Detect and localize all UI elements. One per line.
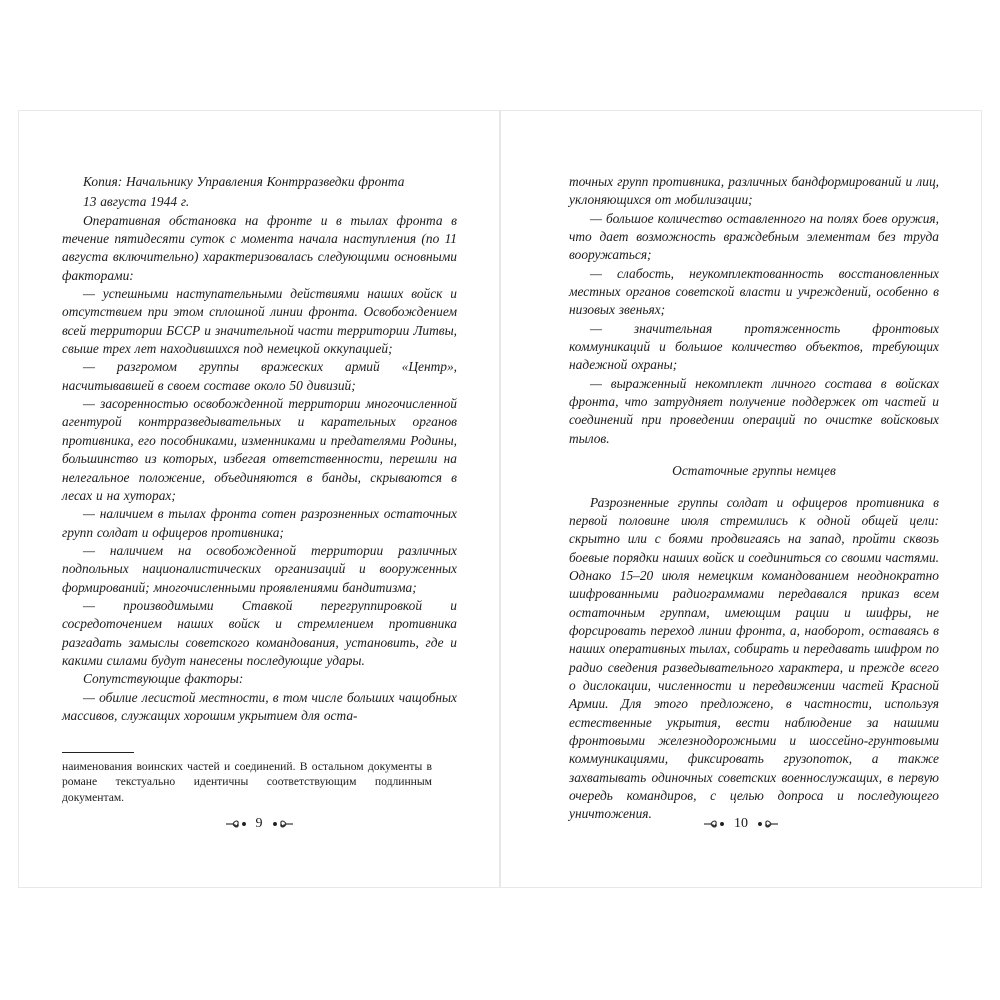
fleuron-ornament-icon [224, 818, 248, 830]
right-page-text [569, 173, 939, 824]
paragraph: Сопутствующие факторы: [83, 671, 244, 687]
page-number: 9 [255, 816, 263, 831]
paragraph: — засоренностью освобожденной территории многочисленной агентурой контрразведывательных и карательных органов противника, его пособниками, изменниками и предателями Родины, большинство из которых, избегая ответственности, перешли на нелегальное положение, объединяются в банды, скрываются в лесах и на хуторах; [62, 396, 457, 503]
document-heading: Копия: Начальнику Управления Контрразведки фронта [83, 174, 405, 189]
paragraph: — разгромом группы вражеских армий «Центр», насчитывавшей в своем составе около 50 дивизий; [62, 359, 457, 393]
paragraph-continued: точных групп противника, различных бандформирований и лиц, уклоняющихся от мобилизации; [569, 174, 939, 208]
section-heading: Остаточные группы немцев [672, 463, 836, 479]
paragraph: — успешными наступательными действиями наших войск и отсутствием при этом сплошной линии фронта. Освобождением всей территории БССР и значительной части территории Литвы, свыше трех лет находившихся под немецкой оккупацией; [62, 286, 457, 357]
paragraph: — наличием на освобожденной территории различных подпольных националистических организаций и вооруженных формирований; многочисленными проявлениями бандитизма; [62, 542, 457, 595]
left-page [18, 110, 500, 888]
paragraph: — производимыми Ставкой перегруппировкой и сосредоточением наших войск и стремлением противника разгадать замыслы советского командования, установить, где и какими силами будут нанесены последующие удары. [62, 597, 457, 668]
document-date: 13 августа 1944 г. [83, 194, 190, 210]
paragraph: Оперативная обстановка на фронте и в тылах фронта в течение пятидесяти суток с момента начала наступления (по 11 августа включительно) характеризовалась следующими основными факторами: [62, 212, 457, 283]
footnote: наименования воинских частей и соединений. В остальном документы в романе текстуально идентичны соответствующим подлинным документам. [62, 760, 432, 804]
paragraph: Разрозненные группы солдат и офицеров противника в первой половине июля стремились к одной общей цели: скрытно или с боями продвигаясь на запад, пройти сквозь боевые порядки наших войск и соединиться со своими частями. Однако 15–20 июля немецким командованием неоднократно шифрованными радиограммами передавался приказ всем остаточным группам, имеющим рации и шифры, не форсировать переход линии фронта, а, наоборот, оставаясь в наших оперативных тылах, собирать и передавать шифром по радио сведения разведывательного характера, и прежде всего о дислокации, численности и передвижении частей Красной Армии. Для этого предложено, в частности, используя естественные укрытия, вести наблюдение за нашими фронтовыми железнодорожными и шоссейно-грунтовыми коммуникациями, фиксировать грузопоток, а также захватывать одиночных советских военнослужащих, в первую очередь командиров, с целью допроса и последующего уничтожения. [569, 494, 939, 822]
footnote-divider [62, 752, 134, 753]
left-page-text [62, 173, 457, 725]
page-number-footer [19, 816, 499, 832]
fleuron-ornament-icon [271, 818, 295, 830]
fleuron-ornament-icon [756, 818, 780, 830]
paragraph: — наличием в тылах фронта сотен разрозненных остаточных групп солдат и офицеров противника; [62, 506, 457, 540]
paragraph: — выраженный некомплект личного состава в войсках фронта, что затрудняет получение поддержек от частей и соединений при проведении операций по очистке войсковых тылов. [569, 375, 939, 446]
right-page [500, 110, 982, 888]
paragraph: — значительная протяженность фронтовых коммуникаций и большое количество объектов, требующих надежной охраны; [569, 320, 939, 373]
paragraph: — обилие лесистой местности, в том числе больших чащобных массивов, служащих хорошим укрытием для оста- [62, 689, 457, 723]
paragraph: — большое количество оставленного на полях боев оружия, что дает возможность враждебным элементам без труда вооружаться; [569, 210, 939, 263]
page-number-footer [501, 816, 981, 832]
paragraph: — слабость, неукомплектованность восстановленных местных органов советской власти и учреждений, особенно в низовых звеньях; [569, 265, 939, 318]
fleuron-ornament-icon [702, 818, 726, 830]
page-number: 10 [734, 816, 748, 831]
